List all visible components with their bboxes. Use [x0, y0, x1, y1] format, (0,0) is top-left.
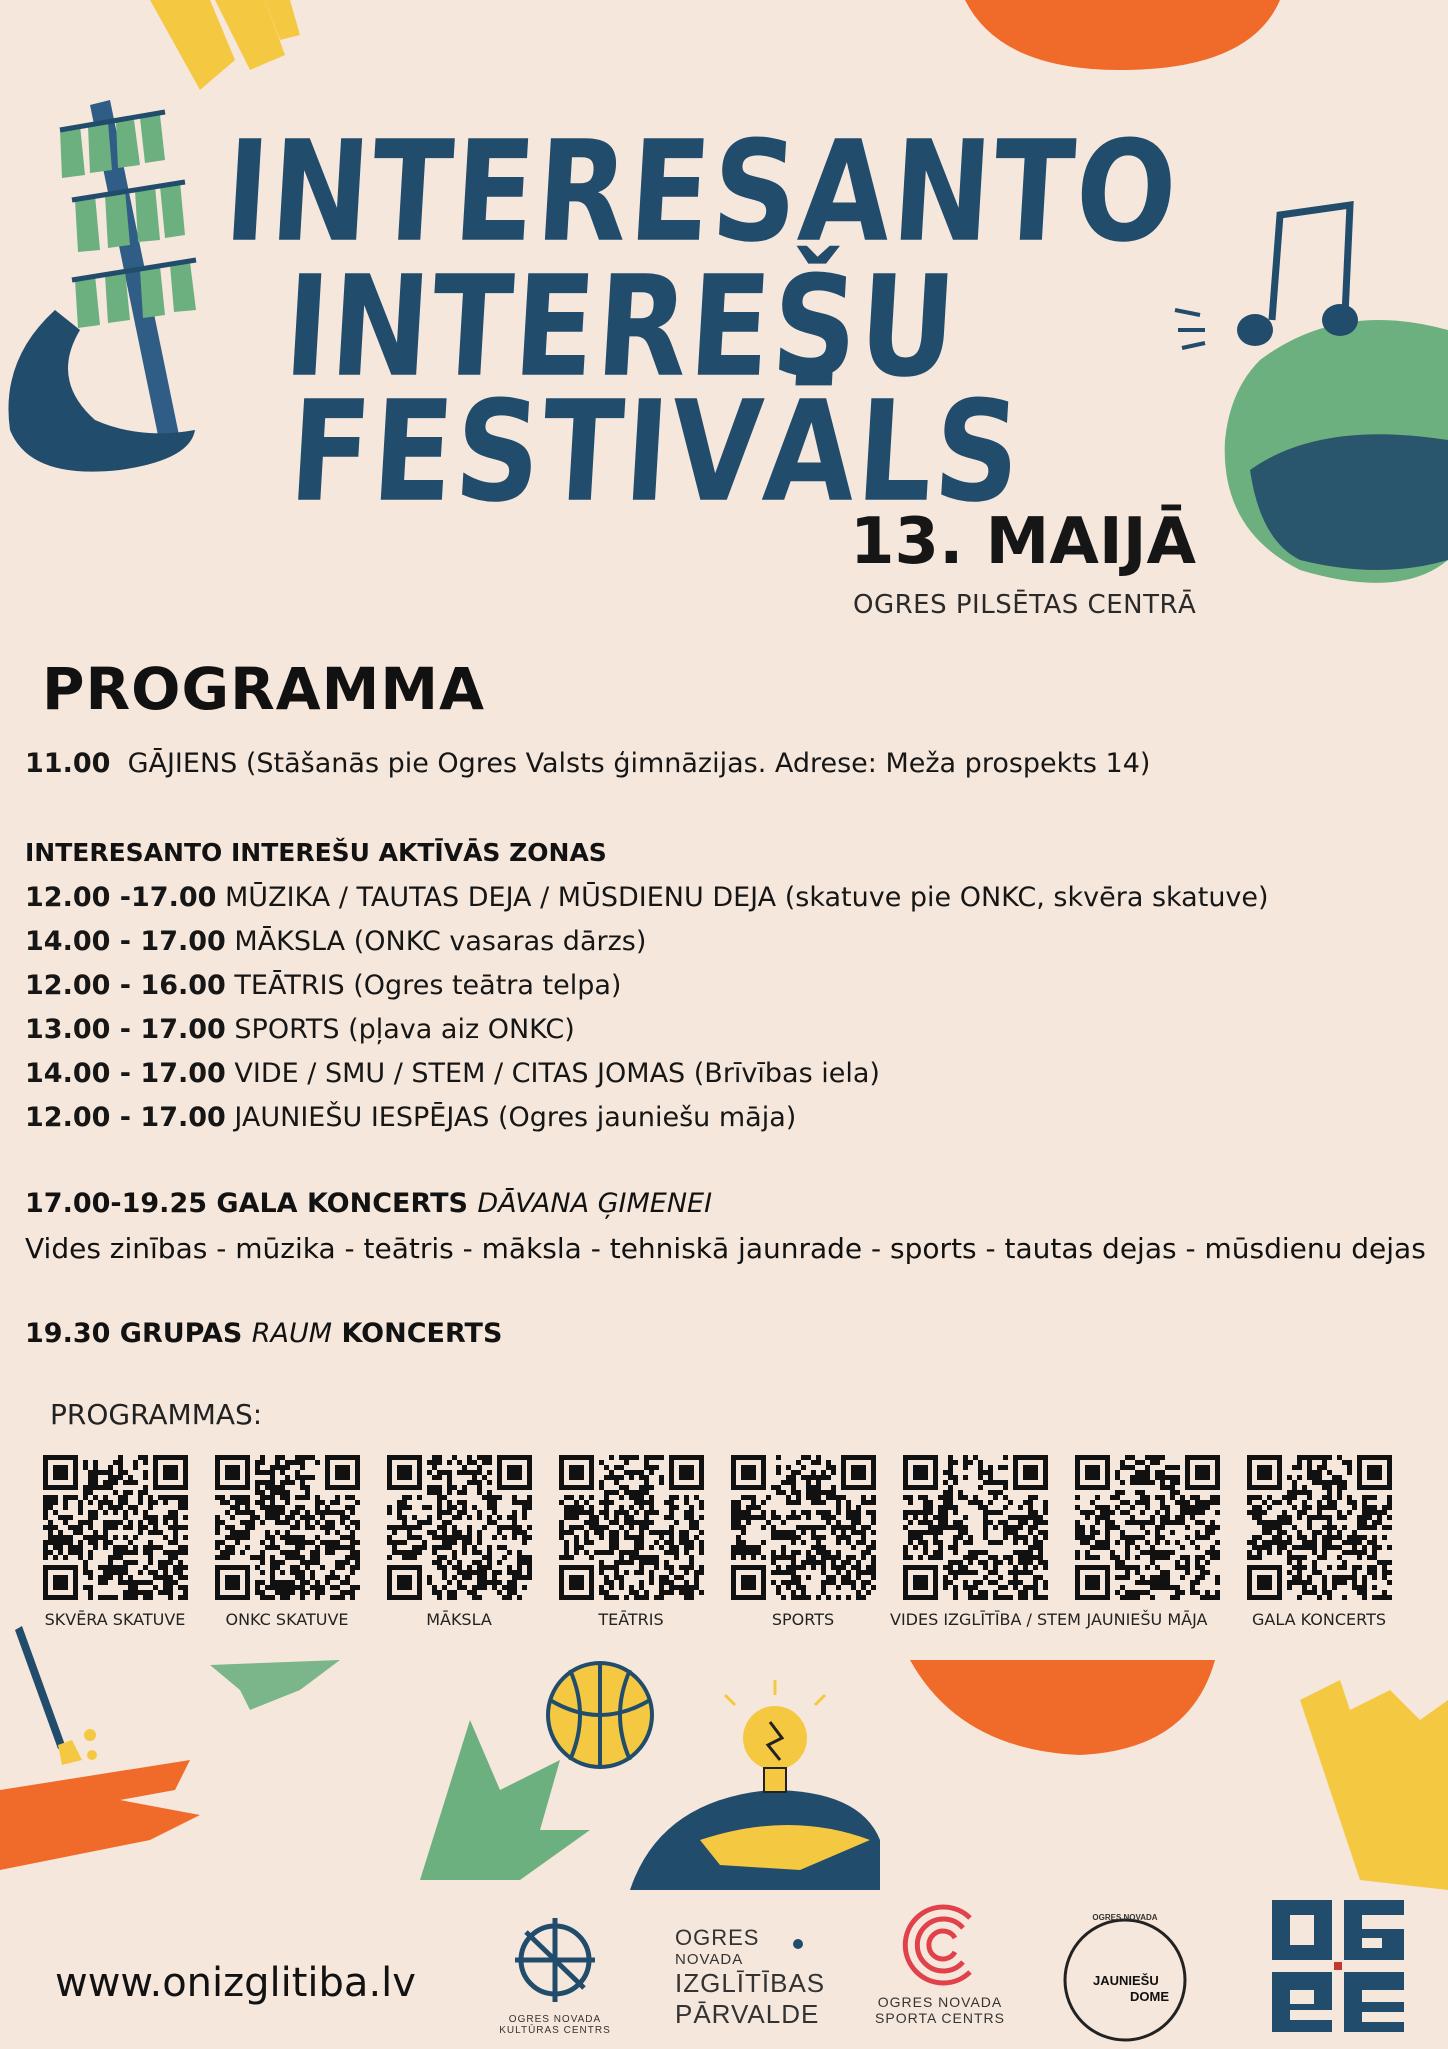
sporta-centrs-logo [865, 1900, 1015, 2026]
qr-heading: PROGRAMMAS: [50, 1398, 263, 1431]
zone-row [25, 1102, 796, 1133]
qr-code-label: JAUNIEŠU MĀJA [1086, 1610, 1208, 1629]
raum-concert-line [25, 1318, 502, 1349]
zone-time: 12.00 - 17.00 [25, 1102, 226, 1133]
raum-post: KONCERTS [341, 1318, 503, 1349]
procession-line [25, 748, 1150, 779]
zone-time: 12.00 - 16.00 [25, 970, 226, 1001]
qr-code-item[interactable] [718, 1455, 888, 1629]
kultura-logo-text: OGRES NOVADA KULTŪRAS CENTRS [499, 2014, 611, 2036]
gala-subtitle: DĀVANA ĢIMENEI [477, 1188, 713, 1219]
jauniesu-dome-logo [1055, 1905, 1195, 2045]
qr-code-label: GALA KONCERTS [1252, 1610, 1386, 1629]
izglitiba-line3: IZGLĪTĪBAS [675, 1968, 826, 1998]
zone-text: MŪZIKA / TAUTAS DEJA / MŪSDIENU DEJA (skatuve pie ONKC, skvēra skatuve) [225, 882, 1269, 913]
website-link[interactable]: www.onizglitiba.lv [55, 1960, 416, 2006]
zone-row [25, 926, 646, 957]
qr-code-label: VIDES IZGLĪTĪBA / STEM [890, 1610, 1081, 1629]
lightbulb-icon [725, 1680, 825, 1792]
jauniesu-line2: JAUNIEŠU [1093, 1973, 1159, 1988]
zone-time: 12.00 -17.00 [25, 882, 217, 913]
qr-code-label: ONKC SKATUVE [225, 1610, 349, 1629]
qr-code-item[interactable] [890, 1455, 1081, 1629]
qr-code-list [30, 1455, 1420, 1635]
procession-text: GĀJIENS (Stāšanās pie Ogres Valsts ģimnāzijas. Adrese: Meža prospekts 14) [127, 748, 1151, 779]
yellow-brush-top-left [150, 0, 300, 90]
qr-code-item[interactable] [30, 1455, 200, 1629]
kultura-centrs-logo [490, 1910, 620, 2040]
maypole-icon [60, 100, 196, 445]
zone-text: TEĀTRIS (Ogres teātra telpa) [234, 970, 622, 1001]
qr-code-label: MĀKSLA [426, 1610, 492, 1629]
festival-title-line2: INTEREŠU [280, 245, 963, 408]
qr-code-item[interactable] [1062, 1455, 1232, 1629]
qr-code-label: SPORTS [771, 1610, 835, 1629]
qr-code-icon [1075, 1455, 1220, 1600]
sports-logo-line2: SPORTA CENTRS [875, 2010, 1005, 2026]
izglitiba-line1: OGRES [675, 1925, 760, 1950]
zone-time: 14.00 - 17.00 [25, 1058, 226, 1089]
zone-time: 14.00 - 17.00 [25, 926, 226, 957]
qr-code-icon [903, 1455, 1048, 1600]
ogre-logo-icon [1272, 1900, 1407, 2035]
green-streaks [210, 1660, 340, 1710]
qr-code-icon [559, 1455, 704, 1600]
zone-text: JAUNIEŠU IESPĒJAS (Ogres jauniešu māja) [234, 1102, 797, 1133]
raum-pre: 19.30 GRUPAS [25, 1318, 243, 1349]
qr-code-item[interactable] [202, 1455, 372, 1629]
zone-row [25, 882, 1269, 913]
qr-code-icon [215, 1455, 360, 1600]
qr-code-item[interactable] [374, 1455, 544, 1629]
zone-time: 13.00 - 17.00 [25, 1014, 226, 1045]
zone-row [25, 1058, 880, 1089]
programme-heading: PROGRAMMA [42, 655, 485, 723]
festival-date: 13. MAIJĀ [850, 505, 1197, 579]
jauniesu-line3: DOME [1130, 1989, 1169, 2004]
sports-logo-line1: OGRES NOVADA [877, 1994, 1003, 2010]
zone-text: VIDE / SMU / STEM / CITAS JOMAS (Brīvības iela) [234, 1058, 880, 1089]
orange-shape-lower [910, 1660, 1215, 1755]
zone-row [25, 970, 621, 1001]
qr-code-label: TEĀTRIS [598, 1610, 664, 1629]
qr-code-label: SKVĒRA SKATUVE [44, 1610, 186, 1629]
gala-time-title: 17.00-19.25 GALA KONCERTS [25, 1188, 468, 1219]
orange-shape-top [965, 0, 1280, 70]
qr-code-icon [1247, 1455, 1392, 1600]
raum-name: RAUM [251, 1318, 333, 1349]
izglitiba-logo [675, 1925, 835, 2030]
music-note-icon [1272, 205, 1350, 320]
orange-brush-left [0, 1760, 200, 1870]
zone-text: SPORTS (pļava aiz ONKC) [234, 1014, 575, 1045]
dot-icon [793, 1939, 803, 1949]
qr-code-icon [43, 1455, 188, 1600]
sport-arcs-logo-icon [865, 1900, 1015, 1990]
zones-heading: INTERESANTO INTEREŠU AKTĪVĀS ZONAS [25, 838, 607, 867]
qr-code-icon [731, 1455, 876, 1600]
qr-code-item[interactable] [546, 1455, 716, 1629]
zone-text: MĀKSLA (ONKC vasaras dārzs) [234, 926, 647, 957]
festival-title-line1: INTERESANTO [220, 110, 1184, 273]
gala-description: Vides zinības - mūzika - teātris - māksla - tehniskā jaunrade - sports - tautas dejas - mūsdienu dejas [25, 1232, 1426, 1265]
paint-brush-icon [15, 1626, 97, 1765]
festival-title-line3: FESTIVĀLS [285, 370, 1027, 533]
qr-code-item[interactable] [1234, 1455, 1404, 1629]
procession-time: 11.00 [25, 748, 111, 779]
festival-place: OGRES PILSĒTAS CENTRĀ [853, 590, 1197, 620]
jauniesu-line1: OGRES NOVADA [1092, 1913, 1158, 1922]
gala-concert-line [25, 1188, 712, 1219]
qr-code-icon [387, 1455, 532, 1600]
basketball-icon [548, 1663, 652, 1767]
compass-logo-icon [490, 1910, 620, 2010]
izglitiba-line2: NOVADA [675, 1951, 744, 1968]
zone-row [25, 1014, 575, 1045]
yellow-brush-right [1300, 1680, 1448, 1890]
izglitiba-line4: PĀRVALDE [675, 1999, 820, 2029]
